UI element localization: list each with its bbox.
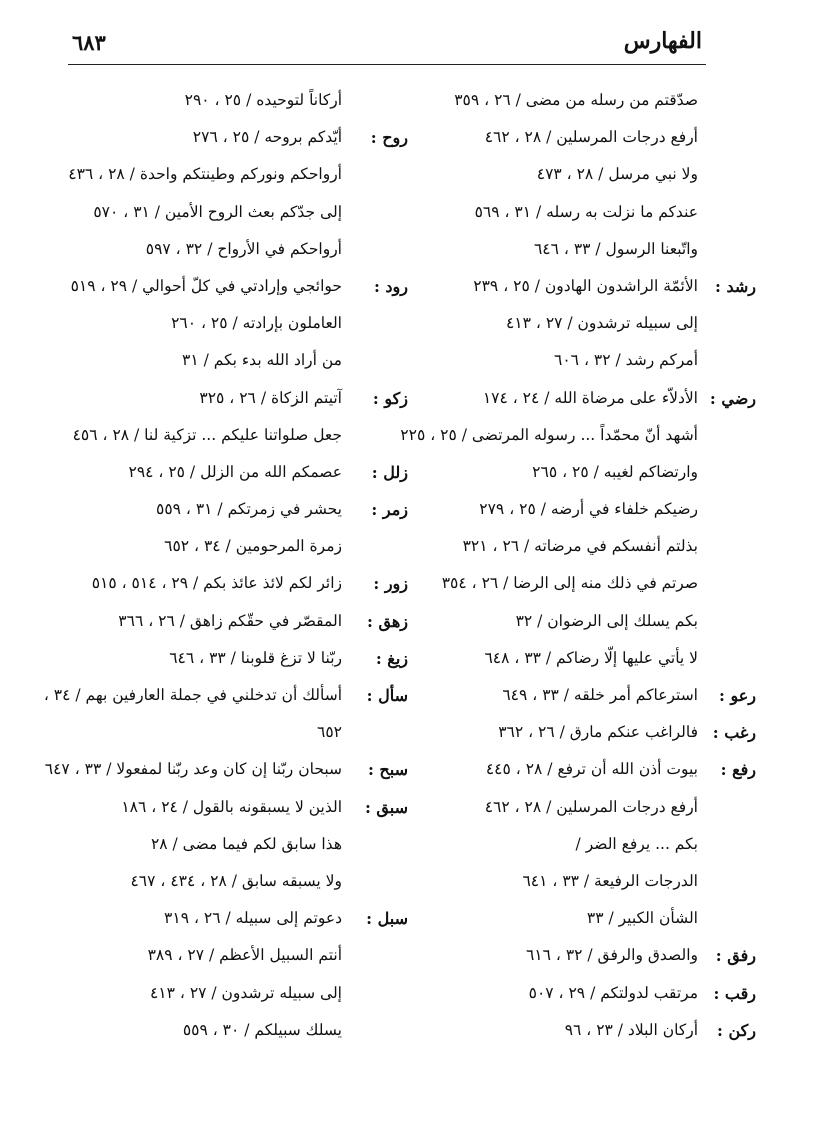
index-reference: الأدلاّء على مرضاة الله / ٢٤ ، ١٧٤ <box>482 388 698 407</box>
index-entry <box>436 268 756 380</box>
index-line <box>68 640 408 677</box>
index-entry <box>68 380 408 454</box>
index-reference: أرواحكم في الأرواح / ٣٢ ، ٥٩٧ <box>145 239 342 258</box>
index-reference: سبحان ربّنا إن كان وعد ربّنا لمفعولا / ٣٣ ، ٦٤٧ <box>44 760 342 779</box>
index-reference: أسألك أن تدخلني في جملة العارفين بهم / ٣٤ ، <box>43 686 342 704</box>
root-word: رضي : <box>709 388 756 408</box>
index-line <box>68 975 408 1012</box>
index-line <box>436 82 756 119</box>
index-entry <box>68 640 408 677</box>
index-line <box>436 194 756 231</box>
index-line <box>43 677 408 714</box>
index-reference: بيوت أذن الله أن ترفع / ٢٨ ، ٤٤٥ <box>485 760 698 779</box>
index-reference: إلى سبيله ترشدون / ٢٧ ، ٤١٣ <box>149 983 342 1002</box>
index-line <box>436 342 756 379</box>
index-reference: والصدق والرفق / ٣٢ ، ٦١٦ <box>525 946 698 965</box>
index-line <box>68 305 408 342</box>
index-line <box>436 528 756 565</box>
root-word: زلل : <box>371 462 408 482</box>
index-column-right <box>400 82 756 1049</box>
index-line <box>68 231 408 268</box>
index-line <box>436 454 756 491</box>
index-entry <box>68 454 408 491</box>
index-reference: إلى جدّكم بعث الروح الأمين / ٣١ ، ٥٧٠ <box>93 202 342 221</box>
root-word: زيغ : <box>375 648 408 668</box>
index-reference: أرفع درجات المرسلين / ٢٨ ، ٤٦٢ <box>484 797 698 816</box>
index-reference: رضيكم خلفاء في أرضه / ٢٥ ، ٢٧٩ <box>479 500 698 519</box>
index-line <box>68 603 408 640</box>
index-reference: صدّقتم من رسله من مضى / ٢٦ ، ٣٥٩ <box>454 91 698 109</box>
index-line <box>68 863 408 900</box>
index-reference: لا يأتي عليها إلّا رضاكم / ٣٣ ، ٦٤٨ <box>484 648 698 667</box>
index-line <box>68 565 408 602</box>
index-reference: أنتم السبيل الأعظم / ٢٧ ، ٣٨٩ <box>147 946 342 965</box>
index-reference: يسلك سبيلكم / ٣٠ ، ٥٥٩ <box>182 1020 342 1039</box>
root-word: سأل : <box>366 686 408 705</box>
index-line <box>68 156 408 193</box>
index-reference: استرعاكم أمر خلقه / ٣٣ ، ٦٤٩ <box>502 686 698 704</box>
index-line <box>68 82 408 119</box>
index-reference: بكم ... يرفع الضر / <box>575 834 698 853</box>
index-reference: وارتضاكم لغيبه / ٢٥ ، ٢٦٥ <box>532 462 698 481</box>
index-reference: عندكم ما نزلت به رسله / ٣١ ، ٥٦٩ <box>474 202 698 221</box>
index-line <box>68 119 408 156</box>
page-number: ٦٨٣ <box>72 30 106 55</box>
root-word: رعو : <box>718 686 756 705</box>
index-reference: أركان البلاد / ٢٣ ، ٩٦ <box>564 1020 698 1039</box>
index-line <box>436 231 756 268</box>
index-reference: صرتم في ذلك منه إلى الرضا / ٢٦ ، ٣٥٤ <box>441 574 698 593</box>
index-line <box>436 156 756 193</box>
index-reference: جعل صلواتنا عليكم ... تزكية لنا / ٢٨ ، ٤٥٦ <box>72 425 342 444</box>
index-entry <box>436 714 756 751</box>
index-reference: مرتقب لدولتكم / ٢٩ ، ٥٠٧ <box>528 983 698 1002</box>
index-reference: يحشر في زمرتكم / ٣١ ، ٥٥٩ <box>156 500 342 519</box>
root-word: زكو : <box>372 388 408 408</box>
index-line <box>68 714 408 751</box>
index-line <box>436 900 756 937</box>
index-entry <box>68 789 408 901</box>
index-line <box>68 528 408 565</box>
index-reference: الشأن الكبير / ٣٣ <box>586 909 698 928</box>
index-line <box>436 268 756 305</box>
root-word: سبل : <box>366 909 408 929</box>
index-reference: أيّدكم بروحه / ٢٥ ، ٢٧٦ <box>192 128 342 147</box>
index-entry <box>68 603 408 640</box>
root-word: رود : <box>373 276 408 296</box>
index-reference: الذين لا يسبقونه بالقول / ٢٤ ، ١٨٦ <box>121 797 342 816</box>
index-reference: الدرجات الرفيعة / ٣٣ ، ٦٤١ <box>522 871 698 890</box>
root-word: رشد : <box>714 276 756 296</box>
root-word: رغب : <box>712 723 756 743</box>
index-reference: ولا نبي مرسل / ٢٨ ، ٤٧٣ <box>536 165 698 184</box>
root-word: سبح : <box>367 760 408 780</box>
index-entry <box>43 677 408 751</box>
index-line <box>68 342 408 379</box>
index-line <box>436 937 756 974</box>
index-entry <box>68 82 408 119</box>
index-entry <box>436 937 756 974</box>
index-line <box>68 491 408 528</box>
index-entry <box>436 677 756 714</box>
page-header <box>68 24 706 65</box>
index-line <box>436 305 756 342</box>
index-reference: الأئمّة الراشدون الهادون / ٢٥ ، ٢٣٩ <box>473 276 698 295</box>
index-line <box>436 789 756 826</box>
index-entry <box>68 491 408 565</box>
index-reference: فالراغب عنكم مارق / ٢٦ ، ٣٦٢ <box>498 723 698 742</box>
index-reference: المقصّر في حقّكم زاهق / ٢٦ ، ٣٦٦ <box>118 611 342 630</box>
index-reference: زمرة المرحومين / ٣٤ ، ٦٥٢ <box>164 537 342 556</box>
index-entry <box>436 1012 756 1049</box>
index-entry <box>68 268 408 380</box>
index-line <box>68 194 408 231</box>
index-line <box>68 454 408 491</box>
index-line <box>44 751 408 788</box>
index-line <box>68 937 408 974</box>
root-word: سبق : <box>364 797 408 817</box>
index-reference: دعوتم إلى سبيله / ٢٦ ، ٣١٩ <box>164 909 342 928</box>
index-line <box>400 417 756 454</box>
index-line <box>436 603 756 640</box>
index-line <box>68 380 408 417</box>
index-line <box>436 491 756 528</box>
index-entry <box>44 751 408 788</box>
root-word: ركن : <box>717 1020 756 1040</box>
index-reference: هذا سابق لكم فيما مضى / ٢٨ <box>150 834 342 853</box>
root-word: روح : <box>370 128 408 148</box>
index-entry <box>436 975 756 1012</box>
index-reference: واتّبعنا الرسول / ٣٣ ، ٦٤٦ <box>533 239 698 258</box>
index-entry <box>68 565 408 602</box>
index-reference: العاملون بإرادته / ٢٥ ، ٢٦٠ <box>171 314 342 333</box>
index-line <box>436 119 756 156</box>
index-line <box>436 677 756 714</box>
index-line <box>436 1012 756 1049</box>
index-line <box>68 417 408 454</box>
index-entry <box>68 119 408 268</box>
running-title: الفهارس <box>623 28 702 54</box>
index-line <box>436 751 756 788</box>
index-reference: زائر لكم لائذ عائذ بكم / ٢٩ ، ٥١٤ ، ٥١٥ <box>91 574 342 593</box>
index-reference: أركاناً لتوحيده / ٢٥ ، ٢٩٠ <box>184 91 342 109</box>
index-reference: أشهد أنّ محمّداً ... رسوله المرتضى / ٢٥ ، ٢٢٥ <box>400 425 698 444</box>
index-line <box>68 268 408 305</box>
index-line <box>436 640 756 677</box>
index-reference: بكم يسلك إلى الرضوان / ٣٢ <box>515 611 698 630</box>
root-word: رفق : <box>715 946 756 966</box>
index-reference: أرفع درجات المرسلين / ٢٨ ، ٤٦٢ <box>484 128 698 147</box>
index-reference: أمركم رشد / ٣٢ ، ٦٠٦ <box>554 351 698 370</box>
index-entry <box>436 82 756 268</box>
index-reference: من أراد الله بدء بكم / ٣١ <box>182 351 342 370</box>
root-word: رفع : <box>720 760 756 780</box>
index-line <box>436 975 756 1012</box>
index-reference: ربّنا لا تزغ قلوبنا / ٣٣ ، ٦٤٦ <box>169 648 342 667</box>
root-word: زهق : <box>367 611 408 631</box>
index-reference: أرواحكم ونوركم وطينتكم واحدة / ٢٨ ، ٤٣٦ <box>68 165 342 184</box>
index-line <box>436 565 756 602</box>
index-line <box>436 863 756 900</box>
index-reference: آتيتم الزكاة / ٢٦ ، ٣٢٥ <box>199 388 342 407</box>
index-reference: عصمكم الله من الزلل / ٢٥ ، ٢٩٤ <box>128 462 342 481</box>
index-line <box>436 714 756 751</box>
index-line <box>68 789 408 826</box>
root-word: زور : <box>373 574 408 594</box>
index-line <box>436 380 756 417</box>
root-word: زمر : <box>371 500 408 520</box>
index-line <box>68 900 408 937</box>
index-line <box>68 826 408 863</box>
index-line <box>436 826 756 863</box>
index-line <box>68 1012 408 1049</box>
root-word: رقب : <box>713 983 756 1003</box>
index-reference: حوائجي وإرادتي في كلّ أحوالي / ٢٩ ، ٥١٩ <box>70 276 342 295</box>
index-column-left <box>43 82 408 1049</box>
index-reference: إلى سبيله ترشدون / ٢٧ ، ٤١٣ <box>505 314 698 333</box>
index-entry <box>68 900 408 1049</box>
index-reference: ولا يسبقه سابق / ٢٨ ، ٤٣٤ ، ٤٦٧ <box>130 871 342 890</box>
index-reference: ٦٥٢ <box>317 723 342 742</box>
index-entry <box>400 380 756 678</box>
index-entry <box>436 751 756 937</box>
index-reference: بذلتم أنفسكم في مرضاته / ٢٦ ، ٣٢١ <box>462 537 698 556</box>
